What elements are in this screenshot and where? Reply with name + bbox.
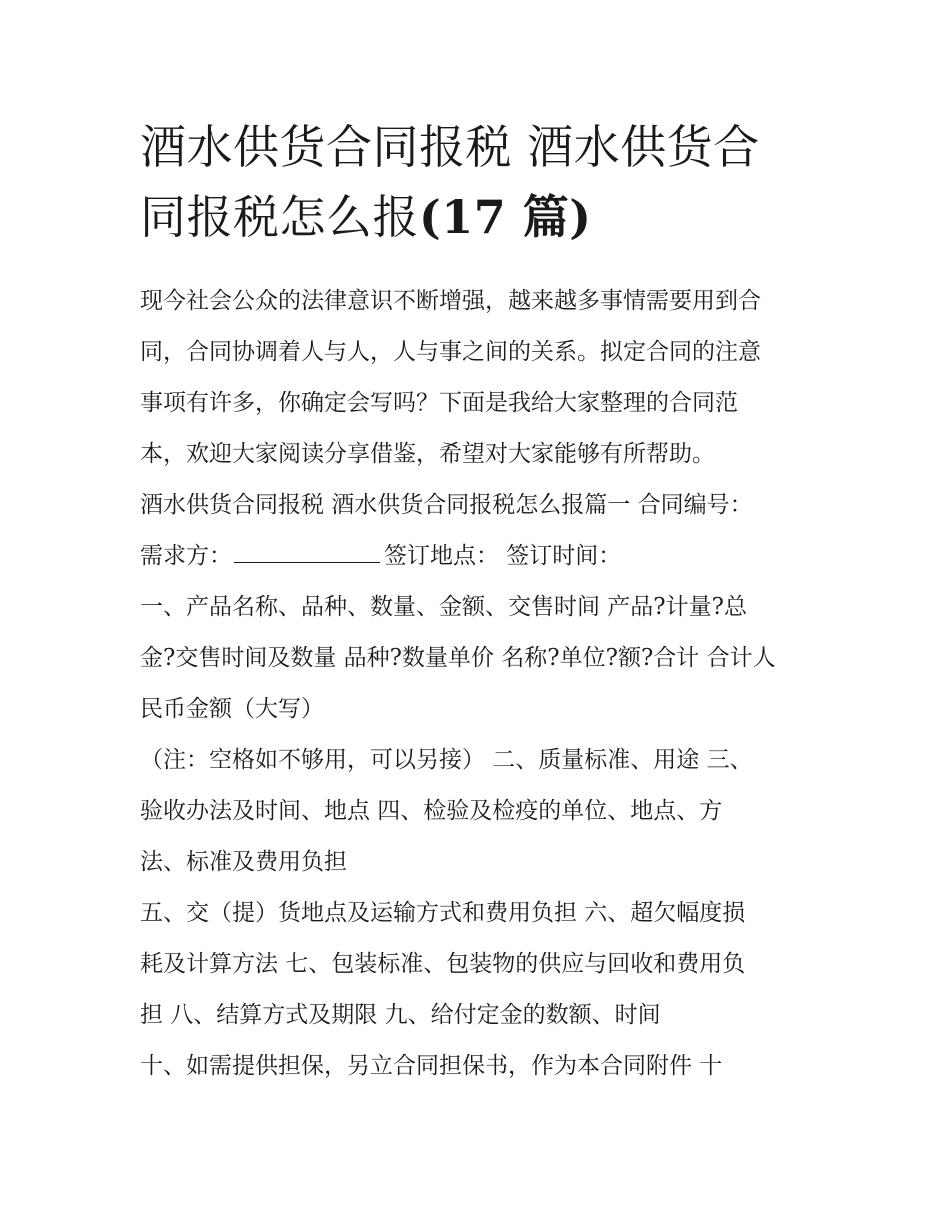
body-line: 现今社会公众的法律意识不断增强，越来越多事情需要用到合: [140, 288, 761, 314]
body-line: 事项有许多，你确定会写吗？下面是我给大家整理的合同范: [140, 390, 738, 416]
body-line: 酒水供货合同报税 酒水供货合同报税怎么报篇一 合同编号：: [140, 492, 753, 518]
body-line: 同，合同协调着人与人，人与事之间的关系。拟定合同的注意: [140, 339, 761, 365]
title-line-2: [140, 182, 820, 252]
body-line: 验收办法及时间、地点 四、检验及检疫的单位、地点、方: [140, 798, 723, 824]
body-line: （注：空格如不够用，可以另接） 二、质量标准、用途 三、: [140, 747, 753, 773]
body-line-demander: [140, 531, 820, 582]
title-line-2-text: 同报税怎么报: [140, 190, 419, 244]
title-line-1: 酒水供货合同报税 酒水供货合: [140, 120, 760, 174]
sign-place-time-label: 签订地点： 签订时间：: [384, 543, 622, 569]
body-line: 五、交（提）货地点及运输方式和费用负担 六、超欠幅度损: [140, 900, 746, 926]
body-line: 一、产品名称、品种、数量、金额、交售时间 产品?计量?总: [140, 594, 747, 620]
title-count-suffix: 篇): [506, 190, 592, 244]
body-line: 担 八、结算方式及期限 九、给付定金的数额、时间: [140, 1002, 661, 1028]
body-line: 耗及计算方法 七、包装标准、包装物的供应与回收和费用负: [140, 951, 746, 977]
body-line: 十、如需提供担保，另立合同担保书，作为本合同附件 十: [140, 1053, 723, 1079]
body-line: 法、标准及费用负担: [140, 849, 347, 875]
document-body: [140, 276, 820, 1092]
body-line: 本，欢迎大家阅读分享借鉴，希望对大家能够有所帮助。: [140, 441, 715, 467]
demander-blank-field: [234, 538, 380, 563]
body-line: 金?交售时间及数量 品种?数量单价 名称?单位?额?合计 合计人: [140, 645, 776, 671]
document-title: [140, 112, 820, 252]
title-count: (17: [419, 190, 507, 244]
body-line: 民币金额（大写）: [140, 696, 324, 722]
demander-label: 需求方：: [140, 543, 232, 569]
